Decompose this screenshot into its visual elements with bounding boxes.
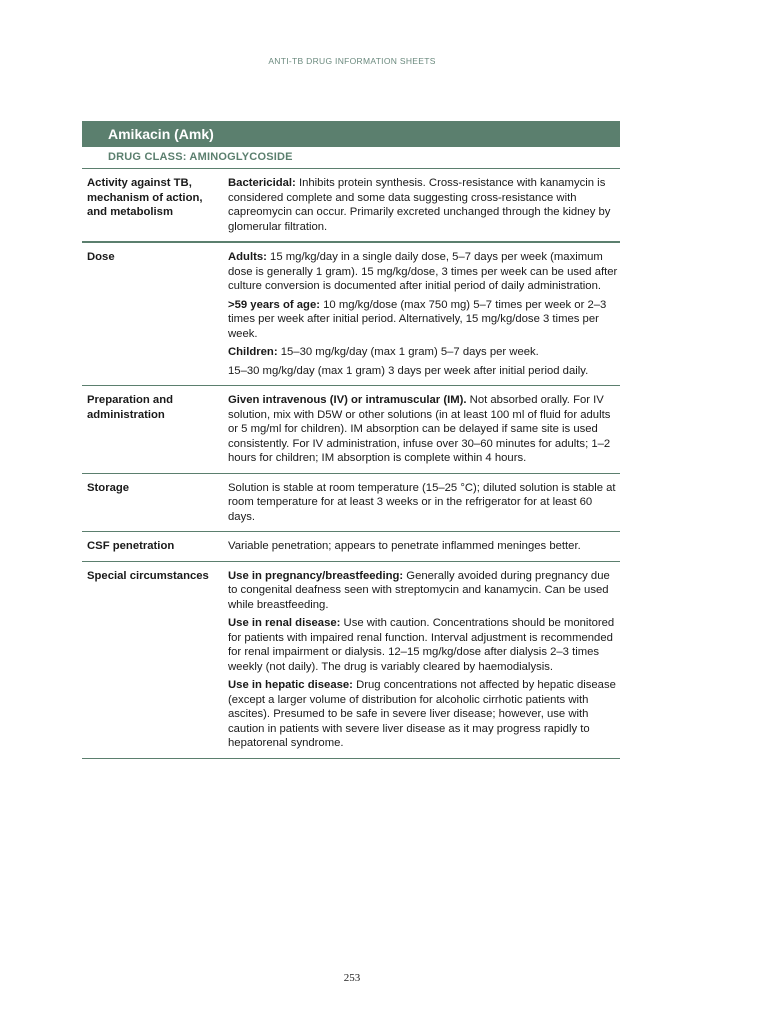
paragraph-text: Variable penetration; appears to penetrate inflammed meninges better. <box>228 540 581 552</box>
paragraph-lead: Given intravenous (IV) or intramuscular (IM). <box>228 394 467 406</box>
paragraph-text: Drug concentrations not affected by hepatic disease (except a larger volume of distribution for alcoholic cirrhotic patients with ascites). Presumed to be safe in severe liver disease; however, use with caution in patients with severe liver disease as it may progress rapidly to hepatorenal syndrome. <box>228 679 616 749</box>
paragraph-lead: Bactericidal: <box>228 177 296 189</box>
row-label: Preparation and administration <box>87 394 174 421</box>
row-activity <box>82 169 620 243</box>
paragraph-text: Use with caution. Concentrations should be monitored for patients with impaired renal function. Interval adjustment is recommended for renal impairment or dialysis. 12–15 mg/kg/dose after dialysis 2–3 times weekly (not daily). The drug is variably cleared by haemodialysis. <box>228 617 615 673</box>
row-content <box>228 393 620 466</box>
paragraph <box>228 298 618 342</box>
paragraph <box>228 539 618 554</box>
drug-title: Amikacin (Amk) <box>82 121 620 147</box>
row-label: Dose <box>87 251 115 263</box>
paragraph <box>228 345 618 360</box>
paragraph <box>228 678 618 751</box>
row-label: Special circumstances <box>87 569 209 582</box>
paragraph-lead: >59 years of age: <box>228 298 320 311</box>
row-content <box>228 176 620 234</box>
paragraph-lead: Use in renal disease: <box>228 617 341 629</box>
paragraph-text: 10 mg/kg/dose (max 750 mg) 5–7 times per week or 2–3 times per week after initial period. Alternatively, 15 mg/kg/dose 3 times per week. <box>228 298 607 340</box>
row-label: CSF penetration <box>87 540 175 552</box>
row-label: Storage <box>87 481 130 494</box>
paragraph-text: Inhibits protein synthesis. Cross-resistance with kanamycin is considered complete and some data suggesting cross-resistance with capreomycin can occur. Primarily excreted unchanged through the kidney by glomerular filtration. <box>228 177 611 233</box>
paragraph-text: 15–30 mg/kg/day (max 1 gram) 5–7 days per week. <box>277 346 539 358</box>
row-special-circumstances <box>82 562 620 759</box>
page-number: 253 <box>343 972 361 984</box>
row-dose <box>82 243 620 386</box>
row-content <box>228 481 620 525</box>
running-head: ANTI-TB DRUG INFORMATION SHEETS <box>268 56 436 66</box>
paragraph-lead: Children: <box>228 346 278 358</box>
paragraph <box>228 364 618 379</box>
row-preparation <box>82 386 620 474</box>
row-storage <box>82 474 620 533</box>
paragraph-text: Generally avoided during pregnancy due to congenital deafness seen with streptomycin and kanamycin. Can be used while breastfeeding. <box>228 569 610 611</box>
paragraph <box>228 250 618 294</box>
drug-class: DRUG CLASS: AMINOGLYCOSIDE <box>82 147 620 169</box>
paragraph <box>228 616 618 674</box>
paragraph <box>228 393 618 466</box>
paragraph <box>228 481 618 525</box>
row-content <box>228 539 620 554</box>
row-content <box>228 250 620 378</box>
drug-information-sheet <box>82 121 620 759</box>
row-csf-penetration <box>82 532 620 562</box>
row-content <box>228 569 620 751</box>
paragraph-lead: Use in hepatic disease: <box>228 679 353 691</box>
paragraph <box>228 176 618 234</box>
paragraph-lead: Use in pregnancy/breastfeeding: <box>228 569 404 582</box>
paragraph-text: 15–30 mg/kg/day (max 1 gram) 3 days per week after initial period daily. <box>228 364 589 377</box>
row-label: Activity against TB, mechanism of action, and metabolism <box>87 177 203 218</box>
paragraph-text: Not absorbed orally. For IV solution, mix with D5W or other solutions (in at least 100 ml of fluid for adults or 5 mg/ml for children). IM absorption can be delayed if same site is used consistently. For IV administration, infuse over 30–60 minutes for adults; 1–2 hours for children; IM absorption is complete within 4 hours. <box>228 394 611 464</box>
paragraph-text: 15 mg/kg/day in a single daily dose, 5–7 days per week (maximum dose is generally 1 gram). 15 mg/kg/dose, 3 times per week can be used after culture conversion is documented after initial period of daily administration. <box>228 251 618 292</box>
paragraph-lead: Adults: <box>228 251 267 263</box>
paragraph-text: Solution is stable at room temperature (15–25 °C); diluted solution is stable at room temperature for at least 3 weeks or in the refrigerator for at least 60 days. <box>228 481 616 523</box>
paragraph <box>228 569 618 613</box>
